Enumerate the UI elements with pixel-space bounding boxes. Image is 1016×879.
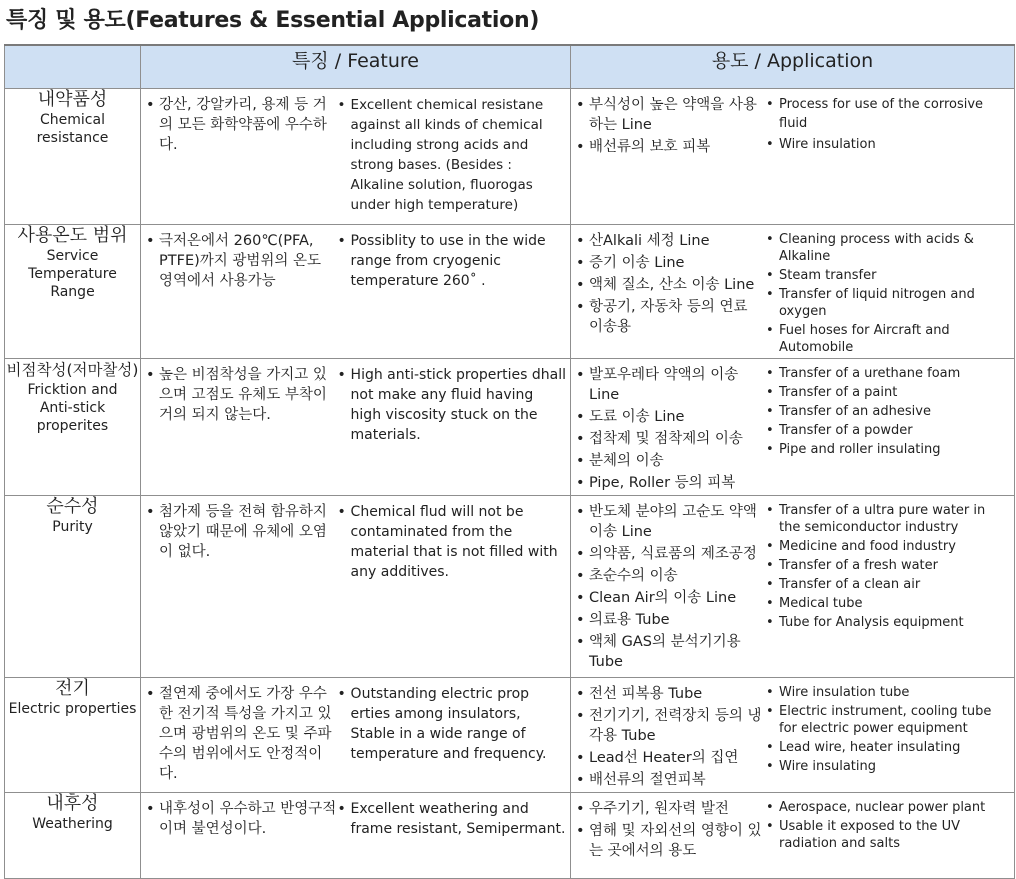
list-item: • 염해 및 자외선의 영향이 있는 곳에서의 용도 bbox=[575, 821, 765, 861]
row-label-en: Chemical bbox=[40, 112, 105, 128]
list-item: • 극저온에서 260℃(PFA, PTFE)까지 광범위의 온도 영역에서 사용가능 bbox=[145, 231, 337, 291]
table-row bbox=[5, 496, 1015, 678]
list-item: • Chemical flud will not be contaminated from the material that is not filled with any additives. bbox=[337, 502, 568, 582]
list-item: • Transfer of an adhesive bbox=[765, 403, 1010, 420]
list-item: • Cleaning process with acids & Alkaline bbox=[765, 231, 1010, 265]
list-item: • Transfer of a powder bbox=[765, 422, 1010, 439]
list-item: • 의료용 Tube bbox=[575, 610, 765, 630]
feature-cell bbox=[141, 496, 571, 678]
feature-cell bbox=[141, 225, 571, 359]
list-item: • 부식성이 높은 약액을 사용하는 Line bbox=[575, 95, 765, 135]
application-cell bbox=[571, 496, 1015, 678]
row-label bbox=[5, 793, 141, 879]
list-item: • Clean Air의 이송 Line bbox=[575, 588, 765, 608]
list-item: • Excellent weathering and frame resistant, Semipermant. bbox=[337, 799, 568, 839]
application-cell bbox=[571, 89, 1015, 225]
application-cell bbox=[571, 678, 1015, 793]
application-cell bbox=[571, 793, 1015, 879]
list-item: • Transfer of a ultra pure water in the semiconductor industry bbox=[765, 502, 1010, 536]
row-label-en: Weathering bbox=[32, 816, 113, 832]
page-title: 특징 및 용도(Features & Essential Application) bbox=[6, 8, 540, 33]
list-item: • Medicine and food industry bbox=[765, 538, 1010, 555]
list-item: • 내후성이 우수하고 반영구적이며 불연성이다. bbox=[145, 799, 337, 839]
row-label-ko: 내후성 bbox=[46, 793, 99, 814]
list-item: • Transfer of a fresh water bbox=[765, 557, 1010, 574]
row-label bbox=[5, 225, 141, 359]
list-item: • 초순수의 이송 bbox=[575, 566, 765, 586]
list-item: • 의약품, 식료품의 제조공정 bbox=[575, 544, 765, 564]
row-label-en: Range bbox=[50, 284, 95, 300]
list-item: • 전기기기, 전력장치 등의 냉각용 Tube bbox=[575, 706, 765, 746]
list-item: • 증기 이송 Line bbox=[575, 253, 765, 273]
row-label bbox=[5, 89, 141, 225]
list-item: • Transfer of a urethane foam bbox=[765, 365, 1010, 382]
list-item: • 접착제 및 점착제의 이송 bbox=[575, 429, 765, 449]
row-label-ko: 내약품성 bbox=[37, 89, 108, 110]
row-label-ko: 비점착성(저마찰성) bbox=[6, 361, 139, 379]
list-item: • Aerospace, nuclear power plant bbox=[765, 799, 1010, 816]
table-row bbox=[5, 678, 1015, 793]
feature-cell bbox=[141, 793, 571, 879]
row-label-en: Electric properties bbox=[8, 701, 137, 717]
row-label bbox=[5, 496, 141, 678]
application-cell bbox=[571, 359, 1015, 496]
row-label-en: Anti-stick bbox=[39, 400, 106, 416]
row-label-ko: 순수성 bbox=[46, 496, 99, 517]
header-application: 용도 / Application bbox=[571, 45, 1015, 89]
list-item: • 우주기기, 원자력 발전 bbox=[575, 799, 765, 819]
list-item: • Fuel hoses for Aircraft and Automobile bbox=[765, 322, 1010, 356]
header-blank bbox=[5, 45, 141, 89]
row-label bbox=[5, 678, 141, 793]
row-label-ko: 사용온도 범위 bbox=[17, 225, 128, 246]
list-item: • Possiblity to use in the wide range from cryogenic temperature 260˚ . bbox=[337, 231, 568, 291]
application-cell bbox=[571, 225, 1015, 359]
list-item: • 분체의 이송 bbox=[575, 451, 765, 471]
list-item: • Tube for Analysis equipment bbox=[765, 614, 1010, 631]
row-label-en: Temperature bbox=[28, 266, 117, 282]
list-item: • 절연제 중에서도 가장 우수한 전기적 특성을 가지고 있으며 광범위의 온도 및 주파수의 범위에서도 안정적이다. bbox=[145, 684, 337, 784]
list-item: • Pipe, Roller 등의 피복 bbox=[575, 473, 765, 493]
feature-cell bbox=[141, 359, 571, 496]
list-item: • Steam transfer bbox=[765, 267, 1010, 284]
table-header-row bbox=[5, 45, 1015, 89]
list-item: • Wire insulation bbox=[765, 135, 1010, 154]
list-item: • Medical tube bbox=[765, 595, 1010, 612]
list-item: • 액체 질소, 산소 이송 Line bbox=[575, 275, 765, 295]
list-item: • Wire insulating bbox=[765, 758, 1010, 775]
table-row bbox=[5, 225, 1015, 359]
list-item: • Process for use of the corrosive fluid bbox=[765, 95, 1010, 133]
list-item: • Lead wire, heater insulating bbox=[765, 739, 1010, 756]
list-item: • Electric instrument, cooling tube for electric power equipment bbox=[765, 703, 1010, 737]
row-label-en: properites bbox=[36, 418, 109, 434]
row-label-en: resistance bbox=[36, 130, 109, 146]
list-item: • 항공기, 자동차 등의 연료 이송용 bbox=[575, 297, 765, 337]
list-item: • Pipe and roller insulating bbox=[765, 441, 1010, 458]
table-row bbox=[5, 359, 1015, 496]
list-item: • 전선 피복용 Tube bbox=[575, 684, 765, 704]
list-item: • Transfer of a paint bbox=[765, 384, 1010, 401]
table-row bbox=[5, 793, 1015, 879]
feature-cell bbox=[141, 89, 571, 225]
table-row bbox=[5, 89, 1015, 225]
list-item: • Transfer of a clean air bbox=[765, 576, 1010, 593]
row-label-en: Fricktion and bbox=[27, 382, 118, 398]
list-item: • 높은 비점착성을 가지고 있으며 고점도 유체도 부착이 거의 되지 않는다. bbox=[145, 365, 337, 425]
list-item: • Transfer of liquid nitrogen and oxygen bbox=[765, 286, 1010, 320]
list-item: • 액체 GAS의 분석기기용 Tube bbox=[575, 632, 765, 672]
row-label bbox=[5, 359, 141, 496]
list-item: • High anti-stick properties dhall not make any fluid having high viscosity stuck on the materials. bbox=[337, 365, 568, 445]
header-feature: 특징 / Feature bbox=[141, 45, 571, 89]
row-label-ko: 전기 bbox=[55, 678, 90, 699]
list-item: • Wire insulation tube bbox=[765, 684, 1010, 701]
list-item: • 강산, 강알카리, 용제 등 거의 모든 화학약품에 우수하다. bbox=[145, 95, 337, 155]
list-item: • Lead선 Heater의 집연 bbox=[575, 748, 765, 768]
list-item: • 도료 이송 Line bbox=[575, 407, 765, 427]
row-label-en: Purity bbox=[52, 519, 93, 535]
list-item: • Usable it exposed to the UV radiation and salts bbox=[765, 818, 1010, 852]
feature-cell bbox=[141, 678, 571, 793]
list-item: • Outstanding electric prop erties among insulators, Stable in a wide range of temperature and frequency. bbox=[337, 684, 568, 764]
list-item: • 배선류의 절연피복 bbox=[575, 770, 765, 790]
list-item: • 산Alkali 세정 Line bbox=[575, 231, 765, 251]
list-item: • 배선류의 보호 피복 bbox=[575, 137, 765, 157]
list-item: • Excellent chemical resistane against all kinds of chemical including strong acids and strong bases. (Besides : Alkaline solution, fluorogas under high temperature) bbox=[337, 95, 568, 215]
features-table bbox=[4, 44, 1015, 879]
list-item: • 반도체 분야의 고순도 약액 이송 Line bbox=[575, 502, 765, 542]
list-item: • 첨가제 등을 전혀 함유하지 않았기 때문에 유체에 오염이 없다. bbox=[145, 502, 337, 562]
list-item: • 발포우레타 약액의 이송 Line bbox=[575, 365, 765, 405]
row-label-en: Service bbox=[46, 248, 99, 264]
